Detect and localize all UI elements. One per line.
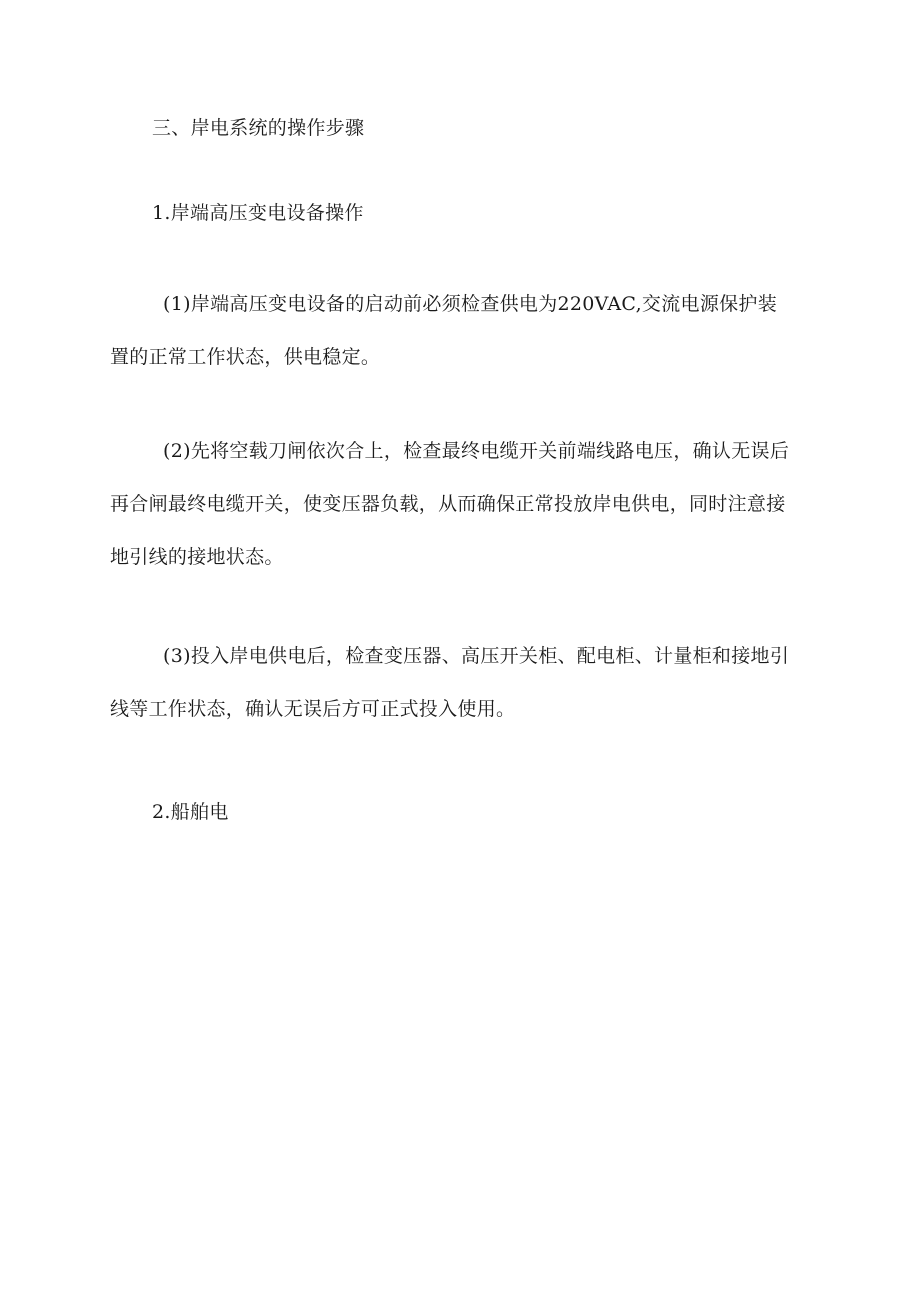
paragraph-1-line-2: 置的正常工作状态，供电稳定。: [110, 346, 381, 368]
paragraph-1: [110, 278, 830, 384]
subsection-2-heading: 2.船舶电: [152, 801, 229, 823]
paragraph-2-line-2: 再合闸最终电缆开关，使变压器负载，从而确保正常投放岸电供电，同时注意接: [110, 493, 786, 515]
paragraph-2-line-3: 地引线的接地状态。: [110, 546, 284, 568]
section-heading: 三、岸电系统的操作步骤: [152, 117, 365, 139]
paragraph-3: [110, 630, 830, 736]
paragraph-2: [110, 425, 830, 584]
paragraph-3-line-1: (3)投入岸电供电后，检查变压器、高压开关柜、配电柜、计量柜和接地引: [163, 645, 790, 667]
paragraph-3-line-2: 线等工作状态，确认无误后方可正式投入使用。: [110, 698, 516, 720]
paragraph-1-line-1: (1)岸端高压变电设备的启动前必须检查供电为220VAC,交流电源保护装: [163, 293, 778, 315]
paragraph-2-line-1: (2)先将空载刀闸依次合上，检查最终电缆开关前端线路电压，确认无误后: [163, 440, 790, 462]
subsection-1-heading: 1.岸端高压变电设备操作: [152, 202, 364, 224]
